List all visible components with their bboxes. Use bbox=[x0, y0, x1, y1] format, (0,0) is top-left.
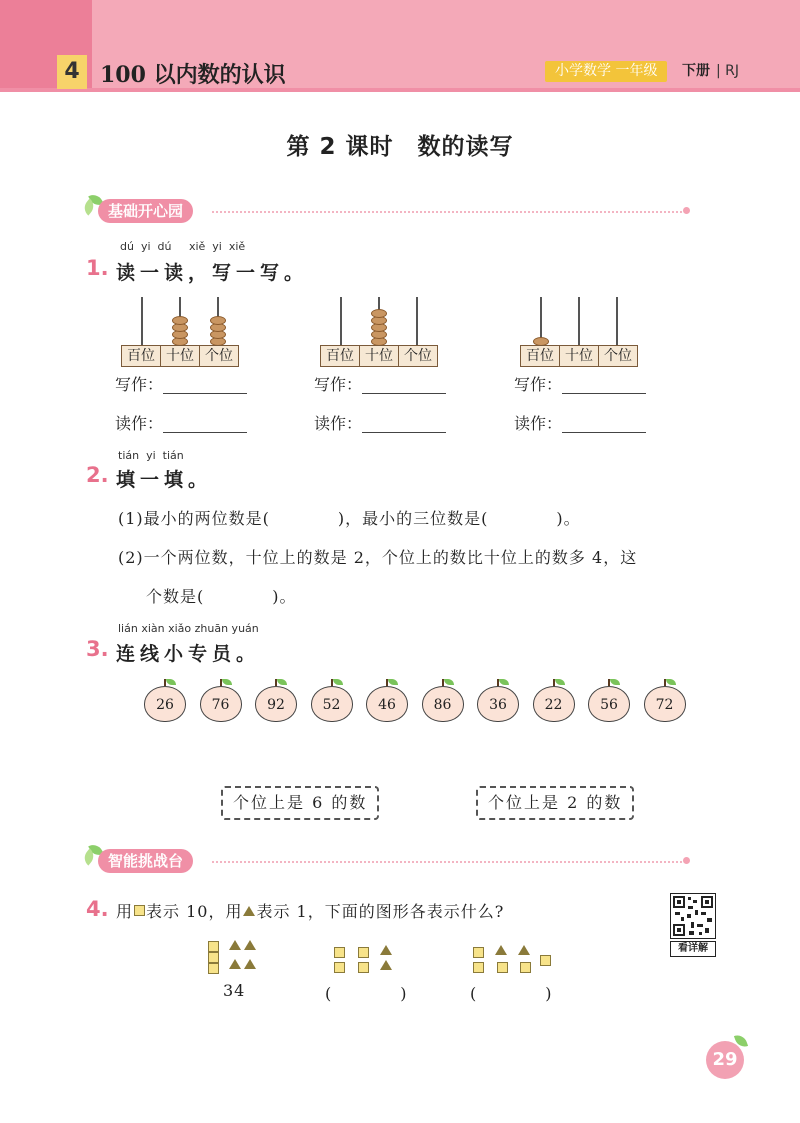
place-value-cell: 个位 bbox=[604, 348, 632, 364]
abacus-rod bbox=[340, 297, 342, 345]
triangle-icon bbox=[380, 960, 392, 970]
triangle-icon bbox=[518, 945, 530, 955]
place-value-cell: 百位 bbox=[321, 346, 360, 366]
place-value-cell: 个位 bbox=[404, 348, 432, 364]
square-icon bbox=[208, 963, 219, 974]
q2-line-3: 个数是( )。 bbox=[146, 587, 297, 606]
read-answer-line[interactable] bbox=[163, 432, 247, 433]
place-value-labels bbox=[520, 345, 638, 367]
square-icon bbox=[134, 905, 145, 916]
match-box-ones-2[interactable]: 个位上是 2 的数 bbox=[476, 786, 634, 820]
read-label: 读作： bbox=[115, 414, 164, 433]
q4-answer-2[interactable]: ( ) bbox=[325, 984, 408, 1003]
triangle-icon bbox=[244, 940, 256, 950]
triangle-icon bbox=[380, 945, 392, 955]
apple-number[interactable]: 46 bbox=[366, 686, 408, 722]
apple-number[interactable]: 52 bbox=[311, 686, 353, 722]
abacus-rod bbox=[578, 297, 580, 345]
write-label: 写作： bbox=[514, 375, 563, 394]
apple-number[interactable]: 86 bbox=[422, 686, 464, 722]
qr-label[interactable]: 看详解 bbox=[670, 941, 716, 957]
qr-code[interactable] bbox=[670, 893, 716, 939]
q2-line-2: (2)一个两位数，十位上的数是 2，个位上的数比十位上的数多 4，这 bbox=[118, 548, 638, 567]
place-value-cell: 百位 bbox=[521, 346, 560, 366]
abacus-bead bbox=[371, 309, 387, 318]
square-icon bbox=[208, 941, 219, 952]
unit-title: 100 以内数的认识 bbox=[100, 62, 286, 88]
section-divider bbox=[212, 861, 682, 863]
q1-number: 1. bbox=[86, 256, 109, 280]
abacus-rod bbox=[141, 297, 143, 345]
q1-text: 读一读，写一写。 bbox=[116, 262, 309, 284]
q2-text: 填一填。 bbox=[116, 469, 213, 491]
triangle-icon bbox=[229, 959, 241, 969]
place-value-cell: 十位 bbox=[161, 346, 200, 366]
q4-text bbox=[116, 899, 504, 922]
read-label: 读作： bbox=[514, 414, 563, 433]
write-label: 写作： bbox=[115, 375, 164, 394]
page-number: 29 bbox=[706, 1041, 744, 1079]
apple-leaf-icon bbox=[222, 679, 232, 685]
volume-label: 下册 bbox=[682, 63, 710, 79]
square-icon bbox=[473, 947, 484, 958]
q3-text: 连线小专员。 bbox=[116, 643, 261, 665]
place-value-cell: 百位 bbox=[122, 346, 161, 366]
apple-number[interactable]: 56 bbox=[588, 686, 630, 722]
square-icon bbox=[473, 962, 484, 973]
place-value-cell: 个位 bbox=[205, 348, 233, 364]
square-icon bbox=[540, 955, 551, 966]
square-icon bbox=[358, 947, 369, 958]
apple-number[interactable]: 92 bbox=[255, 686, 297, 722]
square-icon bbox=[334, 962, 345, 973]
apple-number[interactable]: 22 bbox=[533, 686, 575, 722]
apple-leaf-icon bbox=[444, 679, 454, 685]
subject-tag: 小学数学 一年级 bbox=[545, 61, 667, 82]
square-icon bbox=[334, 947, 345, 958]
place-value-cell: 十位 bbox=[360, 346, 399, 366]
q4-answer-1: 34 bbox=[223, 981, 246, 1000]
apple-number[interactable]: 76 bbox=[200, 686, 242, 722]
place-value-labels bbox=[121, 345, 239, 367]
place-value-labels bbox=[320, 345, 438, 367]
q4-text-a: 用 bbox=[116, 902, 134, 921]
section-banner-basic: 基础开心园 bbox=[98, 199, 193, 223]
section-banner-challenge: 智能挑战台 bbox=[98, 849, 193, 873]
apple-leaf-icon bbox=[666, 679, 676, 685]
q4-answer-3[interactable]: ( ) bbox=[470, 984, 553, 1003]
read-answer-line[interactable] bbox=[362, 432, 446, 433]
apple-number[interactable]: 72 bbox=[644, 686, 686, 722]
apple-leaf-icon bbox=[388, 679, 398, 685]
apple-leaf-icon bbox=[555, 679, 565, 685]
abacus-rod bbox=[616, 297, 618, 345]
triangle-icon bbox=[495, 945, 507, 955]
apple-number[interactable]: 36 bbox=[477, 686, 519, 722]
q2-line-1: (1)最小的两位数是( )，最小的三位数是( )。 bbox=[118, 509, 581, 528]
q4-text-c: 表示 1，下面的图形各表示什么? bbox=[256, 902, 505, 921]
square-icon bbox=[358, 962, 369, 973]
q4-text-b: 表示 10，用 bbox=[146, 902, 243, 921]
write-answer-line[interactable] bbox=[163, 393, 247, 394]
unit-number-badge: 4 bbox=[57, 55, 87, 89]
place-value-cell: 十位 bbox=[560, 346, 599, 366]
q1-pinyin: dú yi dú xiě yi xiě bbox=[120, 240, 246, 253]
square-icon bbox=[208, 952, 219, 963]
apple-leaf-icon bbox=[610, 679, 620, 685]
divider-dot bbox=[683, 857, 690, 864]
read-answer-line[interactable] bbox=[562, 432, 646, 433]
write-label: 写作： bbox=[314, 375, 363, 394]
square-icon bbox=[497, 962, 508, 973]
triangle-icon bbox=[243, 906, 255, 916]
q3-number: 3. bbox=[86, 637, 109, 661]
write-answer-line[interactable] bbox=[562, 393, 646, 394]
q3-pinyin: lián xiàn xiǎo zhuān yuán bbox=[118, 622, 259, 635]
lesson-title: 第 2 课时 数的读写 bbox=[286, 134, 514, 160]
abacus-bead bbox=[210, 316, 226, 325]
triangle-icon bbox=[244, 959, 256, 969]
section-divider bbox=[212, 211, 682, 213]
divider-dot bbox=[683, 207, 690, 214]
write-answer-line[interactable] bbox=[362, 393, 446, 394]
square-icon bbox=[520, 962, 531, 973]
apple-number[interactable]: 26 bbox=[144, 686, 186, 722]
q4-number: 4. bbox=[86, 897, 109, 921]
apple-leaf-icon bbox=[499, 679, 509, 685]
apple-leaf-icon bbox=[333, 679, 343, 685]
abacus-bead bbox=[172, 316, 188, 325]
q2-pinyin: tián yi tián bbox=[118, 449, 184, 462]
triangle-icon bbox=[229, 940, 241, 950]
apple-leaf-icon bbox=[277, 679, 287, 685]
edition-label: | RJ bbox=[716, 63, 740, 79]
apple-leaf-icon bbox=[166, 679, 176, 685]
abacus-rod bbox=[416, 297, 418, 345]
read-label: 读作： bbox=[314, 414, 363, 433]
q2-number: 2. bbox=[86, 463, 109, 487]
match-box-ones-6[interactable]: 个位上是 6 的数 bbox=[221, 786, 379, 820]
